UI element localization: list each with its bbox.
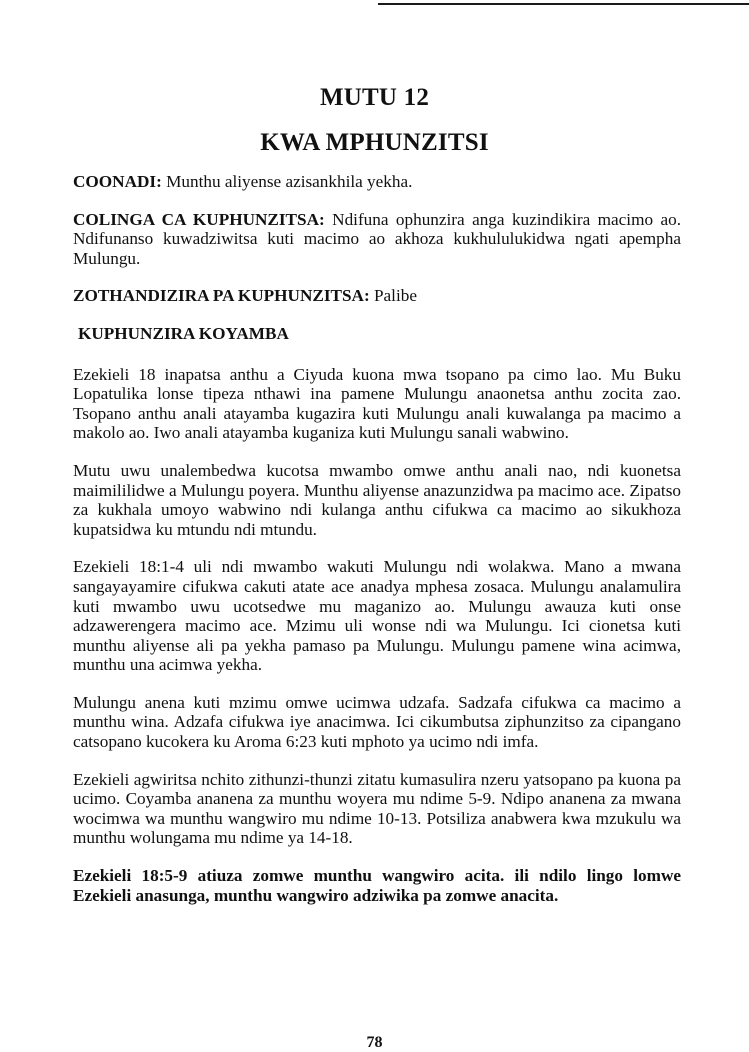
chapter-title: MUTU 12 (319, 84, 430, 111)
zothandizira-text: Palibe (373, 286, 417, 306)
page-number: 78 (366, 1034, 383, 1051)
zothandizira-line (73, 286, 681, 306)
body-paragraph: Ezekieli 18 inapatsa anthu a Ciyuda kuona mwa tsopano pa cimo lao. Mu Buku Lopatulika lonse tipeza nthawi ina pamene Mulungu anaonetsa anthu zocita zao. Tsopano anthu anali atayamba kugazira kuti Mulungu anali kuwalanga pa macimo a makolo ao. Iwo anali atayamba kuganiza kuti Mulungu sanali wabwino. (73, 364, 681, 443)
body-paragraph: Mulungu anena kuti mzimu omwe ucimwa udzafa. Sadzafa cifukwa ca macimo a munthu wina. Adzafa cifukwa iye anacimwa. Ici cikumbutsa ziphunzitso za cipangano catsopano kucokera ku Aroma 6:23 kuti mphoto ya ucimo ndi imfa. (73, 692, 681, 752)
coonadi-line (73, 172, 681, 192)
coonadi-text: Munthu aliyense azisankhila yekha. (166, 172, 413, 191)
body-paragraph: Ezekieli agwiritsa nchito zithunzi-thunzi zitatu kumasulira nzeru yatsopano pa kuona pa ucimo. Coyamba ananena za munthu woyera mu ndime 5-9. Ndipo ananena za mwana wocimwa wa munthu wangwiro mu ndime 10-13. Potsiliza anabwera kwa mzukulu wa munthu wolungama mu ndime ya 14-18. (73, 769, 681, 848)
body-paragraph: Mutu uwu unalembedwa kucotsa mwambo omwe anthu anali nao, ndi kuonetsa maimililidwe a Mulungu poyera. Munthu aliyense anazunzidwa pa macimo ace. Zipatso za kukhala umoyo wabwino ndi kulanga anthu cifukwa ca macimo ao sikukhoza kupatsidwa ku mtundu ndi mtundu. (73, 460, 681, 539)
top-rule (378, 3, 749, 5)
section-heading: KUPHUNZIRA KOYAMBA (78, 323, 289, 343)
zothandizira-label: ZOTHANDIZIRA PA KUPHUNZITSA: (73, 286, 370, 306)
colinga-label: COLINGA CA KUPHUNZITSA: (73, 209, 325, 229)
body-paragraph: Ezekieli 18:1-4 uli ndi mwambo wakuti Mulungu ndi wolakwa. Mano a mwana sangayayamire cifukwa cakuti atate ace anadya mphesa zosaca. Mulungu analamulira kuti mwambo uwu ucotsedwe mu maganizo ao. Mulungu awauza kuti onse adzawerengera macimo ace. Mzimu uli wonse ndi wa Mulungu. Ici cionetsa kuti munthu aliyense ali pa yekha pamaso pa Mulungu. Mulungu pamene wina acimwa, munthu una acimwa yekha. (73, 557, 681, 675)
page-content (73, 172, 681, 923)
colinga-text: Ndifuna ophunzira anga kuzindikira macimo ao. Ndifunanso kuwadziwitsa kuti macimo ao akhoza kukhululukidwa ngati apempha Mulungu. (73, 209, 681, 268)
coonadi-label: COONADI: (73, 172, 162, 191)
chapter-subtitle: KWA MPHUNZITSI (260, 129, 489, 156)
colinga-line (73, 210, 681, 269)
body-paragraph: Ezekieli 18:5-9 atiuza zomwe munthu wangwiro acita. ili ndilo lingo lomwe Ezekieli anasunga, munthu wangwiro adziwika pa zomwe anacita. (73, 866, 681, 905)
